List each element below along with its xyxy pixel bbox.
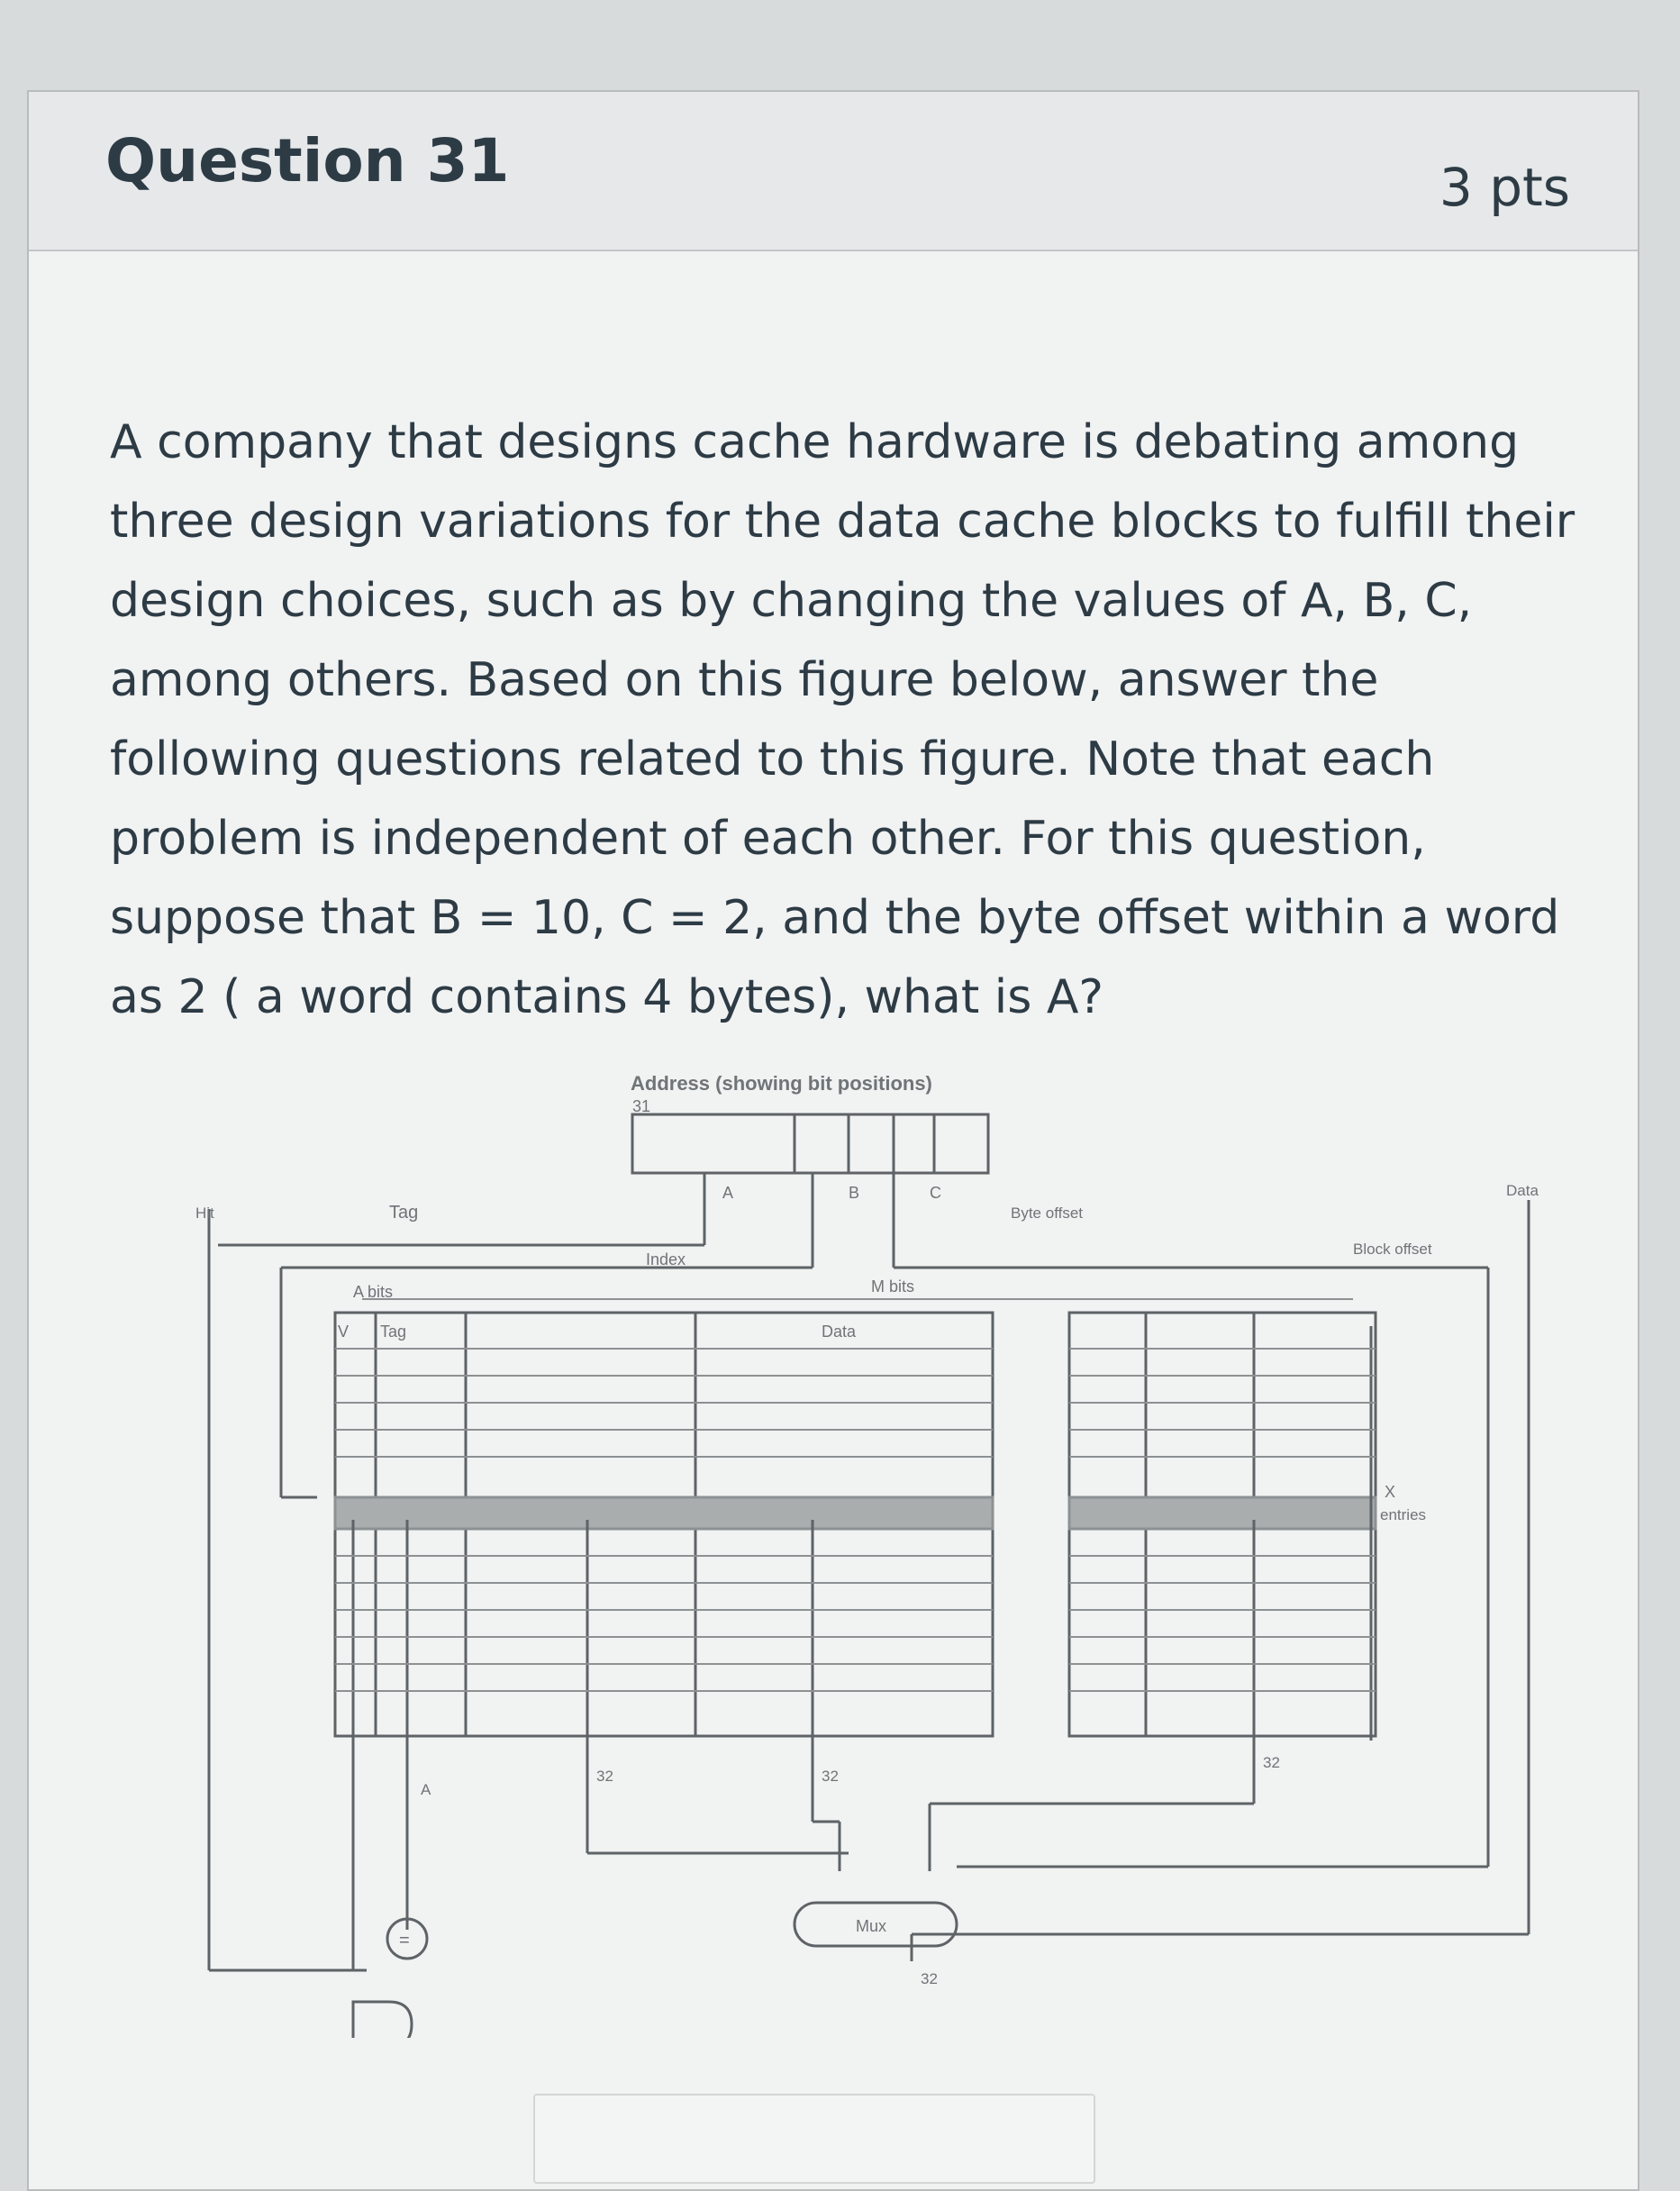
hit-label: Hit — [195, 1205, 214, 1222]
question-points: 3 pts — [1439, 157, 1570, 218]
a-bits-label: A bits — [353, 1283, 394, 1301]
width-32-a: 32 — [596, 1768, 613, 1785]
selected-row-right — [1069, 1497, 1376, 1529]
question-text — [110, 403, 1587, 1037]
mux-label: Mux — [856, 1917, 887, 1935]
and-gate — [353, 2002, 412, 2038]
address-label: Address (showing bit positions) — [631, 1072, 932, 1095]
tag-column-label: Tag — [380, 1323, 407, 1341]
tag-top-label: Tag — [389, 1203, 419, 1223]
a-small-label: A — [421, 1781, 431, 1798]
question-header — [29, 92, 1638, 251]
selected-row-left — [335, 1497, 993, 1529]
data-column-label: Data — [822, 1323, 857, 1341]
question-card — [27, 90, 1639, 2191]
comparator-label: = — [399, 1931, 410, 1950]
byte-offset-label: Byte offset — [1011, 1205, 1084, 1222]
field-a-label: A — [722, 1184, 734, 1202]
v-column-label: V — [338, 1323, 350, 1341]
cache-diagram — [56, 1029, 1605, 2038]
question-body: A company that designs cache hardware is debating among three design variations for the data cache blocks to fulfill their design choices, such as by changing the values of A, B, C, among others. Based on this figure below, answer the following questions related to this figure. Note that each problem is independent of each other. For this question, suppose that B = 10, C = 2, and the byte offset within a word as 2 ( a word contains 4 bytes), what is A? — [110, 415, 1576, 1024]
width-32-b: 32 — [822, 1768, 839, 1785]
data-out-label: Data — [1506, 1182, 1539, 1199]
width-32-c: 32 — [1263, 1754, 1280, 1771]
index-label: Index — [646, 1250, 686, 1268]
cache-diagram-svg — [56, 1029, 1605, 2038]
bit31-label: 31 — [632, 1097, 651, 1115]
field-b-label: B — [849, 1184, 860, 1202]
width-32-mux: 32 — [921, 1970, 938, 1987]
x-label: X — [1385, 1483, 1396, 1501]
block-offset-label: Block offset — [1353, 1241, 1432, 1258]
question-title: Question 31 — [105, 126, 510, 195]
entries-label: entries — [1380, 1506, 1427, 1523]
answer-input[interactable] — [533, 2094, 1095, 2184]
m-bits-label: M bits — [871, 1277, 915, 1296]
field-c-label: C — [930, 1184, 941, 1202]
